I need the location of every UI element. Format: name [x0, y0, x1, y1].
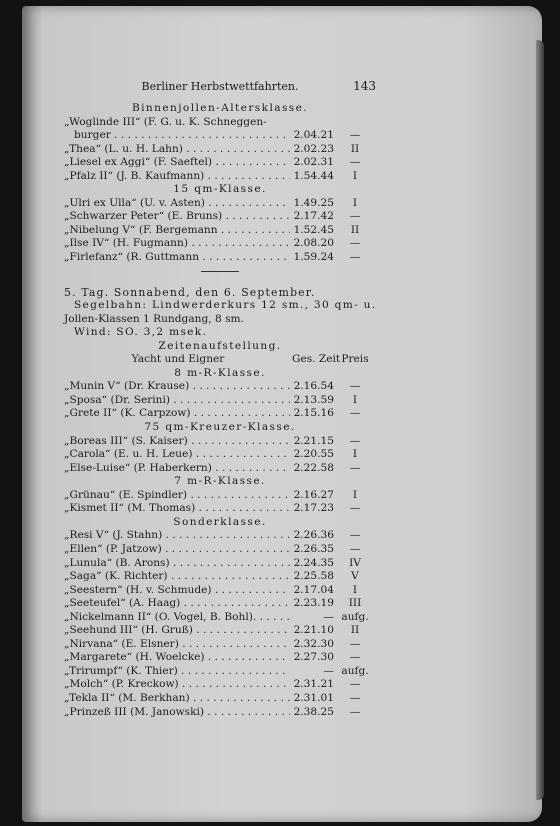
entry-row	[64, 156, 376, 170]
entry-name: „Liesel ex Aggi“ (F. Saeftel) . . .	[64, 156, 290, 170]
class-title: Sonderklasse.	[173, 515, 267, 528]
entry-time: 2.13.59	[293, 393, 334, 406]
wind-line: Wind: SO. 3,2 msek.	[74, 326, 208, 339]
entry-name: „Else-Luise“ (P. Haberkern) . . .	[64, 462, 290, 476]
entry-prize: —	[349, 502, 361, 515]
entry-prize: III	[348, 597, 362, 610]
divider-rule	[201, 271, 239, 272]
entry-row	[64, 611, 376, 625]
entry-time: 1.54.44	[293, 169, 334, 182]
entry-prize: —	[349, 461, 361, 474]
entry-time: 2.26.35	[293, 542, 334, 555]
entry-row	[64, 197, 376, 211]
entry-row	[64, 651, 376, 665]
entry-name: „Seehund III“ (H. Gruß) . . .	[64, 624, 290, 638]
entry-time: 2.26.36	[293, 529, 334, 542]
entry-name: „Ellen“ (P. Jatzow) . . .	[64, 543, 290, 557]
entry-time: 2.02.23	[293, 142, 334, 155]
page-text	[64, 72, 376, 719]
entry-row	[64, 706, 376, 720]
entry-time: 2.17.23	[293, 502, 334, 515]
entry-time: 2.21.10	[293, 624, 334, 637]
entry-name: „Thea“ (L. u. H. Lahn) . . .	[64, 143, 290, 157]
entry-time: 2.27.30	[293, 651, 334, 664]
entry-name: burger . . .	[74, 129, 290, 143]
entry-name: „Schwarzer Peter“ (E. Bruns) . . .	[64, 210, 290, 224]
entry-prize: V	[351, 570, 359, 583]
entry-name: „Trirumpf“ (K. Thier) . . .	[64, 665, 290, 679]
entry-row	[64, 502, 376, 516]
entry-row	[64, 462, 376, 476]
entry-prize: —	[349, 529, 361, 542]
entry-time: 2.21.15	[293, 434, 334, 447]
entry-name: „Munin V“ (Dr. Krause) . . .	[64, 380, 290, 394]
entry-time: 2.22.58	[293, 461, 334, 474]
entry-row	[64, 692, 376, 706]
entry-time: 2.02.31	[293, 156, 334, 169]
entry-row	[64, 624, 376, 638]
entry-prize: —	[349, 651, 361, 664]
class-title: 75 qm-Kreuzer-Klasse.	[144, 421, 296, 434]
entry-name: „Pfalz II“ (J. B. Kaufmann) . . .	[64, 170, 290, 184]
entry-row	[64, 448, 376, 462]
entry-name: „Resi V“ (J. Stahn) . . .	[64, 529, 290, 543]
col-prize: Preis	[341, 353, 369, 366]
entry-name: „Saga“ (K. Richter) . . .	[64, 570, 290, 584]
entry-row	[64, 210, 376, 224]
class-title: Binnenjollen-Altersklasse.	[131, 102, 309, 114]
entry-name: „Nibelung V“ (F. Bergemann . . .	[64, 224, 290, 238]
entry-name: „Ilse IV“ (H. Fugmann) . . .	[64, 237, 290, 251]
entry-row	[64, 251, 376, 265]
entry-name: „Prinzeß III (M. Janowski) . . .	[64, 706, 290, 720]
entry-prize: I	[352, 393, 358, 406]
entry-row	[64, 170, 376, 184]
entry-time: 2.08.20	[293, 237, 334, 250]
entry-prize: I	[352, 448, 358, 461]
entry-prize: —	[349, 678, 361, 691]
entry-time: 2.17.42	[293, 210, 334, 223]
entry-name: „Nirvana“ (E. Elsner) . . .	[64, 638, 290, 652]
entry-row	[64, 116, 376, 130]
course-line: Jollen-Klassen 1 Rundgang, 8 sm.	[64, 312, 244, 325]
entry-prize: II	[350, 142, 360, 155]
entry-time: 2.31.21	[293, 678, 334, 691]
entry-row	[64, 407, 376, 421]
table-title: Zeitenaufstellung.	[158, 339, 282, 352]
entry-name: „Woglinde III“ (F. G. u. K. Schneggen-	[64, 115, 267, 128]
entry-name: „Kismet II“ (M. Thomas) . . .	[64, 502, 290, 516]
entry-time: 2.04.21	[293, 129, 334, 142]
entry-name: „Lunula“ (B. Arons) . . .	[64, 557, 290, 571]
entry-time: 2.38.25	[293, 705, 334, 718]
entry-prize: IV	[349, 556, 361, 569]
entry-time: 2.17.04	[293, 583, 334, 596]
entry-row	[64, 665, 376, 679]
entry-row	[64, 129, 376, 143]
entry-time: 2.24.35	[293, 556, 334, 569]
entry-time: 1.59.24	[293, 251, 334, 264]
entry-prize: II	[350, 223, 360, 236]
entry-prize: —	[349, 705, 361, 718]
entry-row	[64, 489, 376, 503]
entry-prize: —	[349, 129, 361, 142]
entry-row	[64, 143, 376, 157]
entry-row	[64, 435, 376, 449]
class-title: 8 m-R-Klasse.	[174, 366, 266, 379]
entry-prize: —	[349, 434, 361, 447]
running-header	[64, 72, 376, 102]
entry-prize: aufg.	[341, 610, 369, 623]
entry-name: „Margarete“ (H. Woelcke) . . .	[64, 651, 290, 665]
entry-prize: I	[352, 488, 358, 501]
entry-row	[64, 597, 376, 611]
entry-name: „Ulri ex Ulla“ (U. v. Asten) . . .	[64, 197, 290, 211]
header-title: Berliner Herbstwettfahrten.	[141, 80, 299, 94]
entry-row	[64, 570, 376, 584]
entry-row	[64, 638, 376, 652]
entry-name: „Seeteufel“ (A. Haag) . . .	[64, 597, 290, 611]
entry-name: „Firlefanz“ (R. Guttmann . . .	[64, 251, 290, 265]
entry-name: „Grünau“ (E. Spindler) . . .	[64, 489, 290, 503]
entry-time: 2.15.16	[293, 407, 334, 420]
entry-prize: I	[352, 583, 358, 596]
entry-name: „Seestern“ (H. v. Schmude) . . .	[64, 584, 290, 598]
entry-name: „Grete II“ (K. Carpzow) . . .	[64, 407, 290, 421]
entry-time: 2.23.19	[293, 597, 334, 610]
entry-name: „Carola“ (E. u. H. Leue) . . .	[64, 448, 290, 462]
entry-prize: —	[349, 210, 361, 223]
entry-row	[64, 678, 376, 692]
entry-row	[64, 394, 376, 408]
entry-prize: I	[352, 169, 358, 182]
entry-prize: —	[349, 542, 361, 555]
entry-row	[64, 237, 376, 251]
page-edge	[536, 40, 544, 800]
entry-prize: —	[349, 691, 361, 704]
entry-time: 2.25.58	[293, 570, 334, 583]
class-title: 7 m-R-Klasse.	[174, 475, 266, 488]
entry-time: 1.52.45	[293, 223, 334, 236]
entry-row	[64, 529, 376, 543]
entry-time: 1.49.25	[293, 196, 334, 209]
entry-prize: II	[350, 624, 360, 637]
entry-time: 2.31.01	[293, 691, 334, 704]
entry-prize: —	[349, 156, 361, 169]
entry-prize: —	[349, 237, 361, 250]
col-yacht: Yacht und Eigner	[131, 353, 225, 366]
entry-time: 2.32.30	[293, 637, 334, 650]
col-time: Ges. Zeit	[292, 353, 341, 366]
entry-prize: —	[349, 637, 361, 650]
class-title: 15 qm-Klasse.	[173, 183, 267, 196]
entry-row	[64, 224, 376, 238]
entry-time: —	[323, 664, 334, 677]
entry-prize: —	[349, 407, 361, 420]
entry-time: —	[323, 610, 334, 623]
entry-name: „Boreas III“ (S. Kaiser) . . .	[64, 435, 290, 449]
course-line: Segelbahn: Lindwerderkurs 12 sm., 30 qm- u.	[74, 299, 377, 312]
entry-prize: —	[349, 251, 361, 264]
entry-prize: —	[349, 380, 361, 393]
entry-time: 2.16.27	[293, 488, 334, 501]
entry-name: „Molch“ (P. Kreckow) . . .	[64, 678, 290, 692]
entry-row	[64, 584, 376, 598]
entry-row	[64, 543, 376, 557]
entry-name: „Nickelmann II“ (O. Vogel, B. Bohl). . . .	[64, 611, 290, 625]
entry-time: 2.20.55	[293, 448, 334, 461]
entry-row	[64, 557, 376, 571]
entry-row	[64, 380, 376, 394]
column-headers	[64, 353, 376, 367]
day-heading: 5. Tag. Sonnabend, den 6. September.	[64, 285, 316, 299]
page-number: 143	[353, 79, 376, 94]
entry-prize: aufg.	[341, 664, 369, 677]
entry-prize: I	[352, 196, 358, 209]
entry-time: 2.16.54	[293, 380, 334, 393]
entry-name: „Sposa“ (Dr. Serini) . . .	[64, 394, 290, 408]
entry-name: „Tekla II“ (M. Berkhan) . . .	[64, 692, 290, 706]
